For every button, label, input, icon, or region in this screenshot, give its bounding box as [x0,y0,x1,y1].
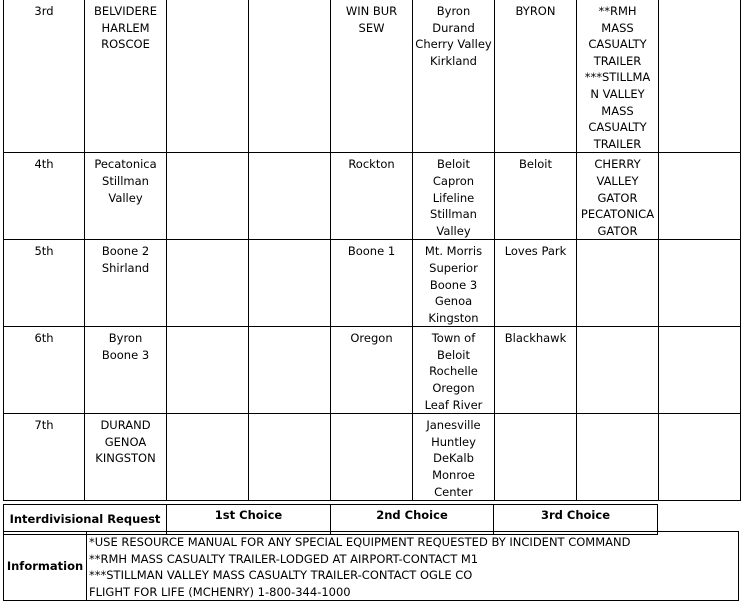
resource-cell [249,0,331,153]
resource-line: MASS [601,20,634,35]
resource-line: Genoa [434,294,473,309]
resource-line: Superior [429,260,478,275]
resource-cell [413,0,495,153]
resource-cell [167,327,249,414]
resource-cell [167,0,249,153]
resource-cell [659,240,741,327]
resource-cell [249,240,331,327]
resource-line: Blackhawk [504,331,567,346]
information-line: FLIGHT FOR LIFE (MCHENRY) 1-800-344-1000 [89,584,351,599]
resource-cell [495,0,577,153]
resource-line: Janesville [426,418,481,433]
resource-line: Beloit [437,157,470,172]
resource-line: CHERRY [594,157,641,172]
alarm-level-label: 7th [34,418,54,433]
resource-line: Boone 3 [101,347,150,362]
resource-line: Beloit [437,347,470,362]
alarm-level-label: 4th [34,157,54,172]
resource-line: Boone 1 [347,244,396,259]
resource-cell [577,153,659,240]
resource-cell [577,414,659,501]
alarm-level-cell [4,240,85,327]
alarm-level-row [4,0,741,153]
alarm-level-row [4,414,741,501]
resource-line: Kingston [428,310,479,325]
resource-line: WIN BUR [345,4,398,18]
resource-line: Monroe [432,468,475,483]
resource-cell [249,414,331,501]
resource-line: Byron [108,331,143,346]
resource-cell [167,414,249,501]
resource-cell [331,240,413,327]
alarm-level-row [4,240,741,327]
resource-line: TRAILER [593,53,642,68]
resource-line: DURAND [100,418,151,433]
resource-line: BYRON [515,4,556,18]
resource-line: MASS [601,103,634,118]
resource-cell [331,327,413,414]
resource-line: SEW [358,20,385,35]
resource-line: Rochelle [429,364,478,379]
alarm-level-cell [4,0,85,153]
resource-line: Boone 2 [101,244,150,259]
third-choice-header: 3rd Choice [494,505,658,535]
resource-cell [331,0,413,153]
resource-line: CASUALTY [588,120,647,135]
resource-line: Kirkland [430,53,477,68]
alarm-level-label: 3rd [34,4,54,18]
resource-line: GATOR [597,190,638,205]
resource-cell [659,327,741,414]
resource-cell [495,153,577,240]
information-line: ***STILLMAN VALLEY MASS CASUALTY TRAILER-CONTACT OGLE CO [89,568,473,583]
resource-cell [577,327,659,414]
resource-cell [495,414,577,501]
resource-line: KINGSTON [95,451,156,466]
resource-line: ***STILLMA [584,70,651,85]
resource-cell [167,153,249,240]
resource-line: Loves Park [504,244,567,259]
alarm-level-cell [4,153,85,240]
resource-line: DeKalb [433,451,474,466]
resource-line: Oregon [350,331,393,346]
alarm-level-row [4,327,741,414]
resource-line: Shirland [101,260,150,275]
resource-cell [331,414,413,501]
resource-cell [495,240,577,327]
first-choice-header: 1st Choice [167,505,331,535]
information-text [87,532,739,601]
information-row [4,532,739,601]
resource-line: Lifeline [432,190,475,205]
information-line: **RMH MASS CASUALTY TRAILER-LODGED AT AIRPORT-CONTACT M1 [89,551,479,566]
resource-cell [85,0,167,153]
resource-cell [331,153,413,240]
resource-line: HARLEM [101,20,150,35]
resource-line: Pecatonica [94,157,157,172]
resource-cell [659,153,741,240]
resource-cell [495,327,577,414]
resource-line: Mt. Morris [424,244,483,259]
resource-cell [167,240,249,327]
resource-line: Cherry Valley [415,37,492,52]
resource-cell [249,153,331,240]
resource-line: Leaf River [424,397,483,412]
resource-line: CASUALTY [588,37,647,52]
resource-line: ROSCOE [101,37,150,52]
resource-line: TRAILER [593,136,642,151]
alarm-level-label: 5th [34,244,54,259]
resource-line: N VALLEY [590,86,645,101]
alarm-level-cell [4,414,85,501]
resource-line: GATOR [597,223,638,238]
resource-line: Rockton [348,157,395,172]
resource-cell [249,327,331,414]
resource-line: Center [434,484,473,499]
resource-cell [413,153,495,240]
resource-line: VALLEY [596,173,639,188]
resource-line: Valley [108,190,143,205]
resource-line: Town of [431,331,476,346]
resource-cell [413,414,495,501]
resource-line: Beloit [519,157,552,172]
box-alarm-table [3,0,741,501]
resource-cell [85,327,167,414]
resource-line: Durand [432,20,475,35]
resource-line: Stillman [430,207,477,222]
resource-cell [659,0,741,153]
alarm-level-cell [4,327,85,414]
alarm-level-label: 6th [34,331,54,346]
information-label: Information [4,532,87,601]
resource-cell [577,240,659,327]
resource-cell [413,240,495,327]
resource-line: **RMH [598,4,637,18]
resource-line: PECATONICA [580,207,655,222]
resource-line: Valley [436,223,471,238]
resource-cell [413,327,495,414]
information-table [3,531,739,601]
resource-cell [85,414,167,501]
resource-line: Boone 3 [429,277,478,292]
resource-line: Stillman [102,173,149,188]
resource-cell [85,240,167,327]
interdivisional-request-label: Interdivisional Request [4,505,167,535]
resource-line: Oregon [432,381,475,396]
resource-cell [659,414,741,501]
alarm-level-row [4,153,741,240]
second-choice-header: 2nd Choice [331,505,494,535]
resource-line: BELVIDERE [94,4,157,18]
resource-cell [85,153,167,240]
resource-line: GENOA [104,434,147,449]
information-line: *USE RESOURCE MANUAL FOR ANY SPECIAL EQUIPMENT REQUESTED BY INCIDENT COMMAND [89,535,631,549]
resource-line: Huntley [431,434,476,449]
resource-line: Capron [432,173,475,188]
resource-cell [577,0,659,153]
resource-line: Byron [436,4,471,18]
interdivisional-request-row [4,505,658,535]
